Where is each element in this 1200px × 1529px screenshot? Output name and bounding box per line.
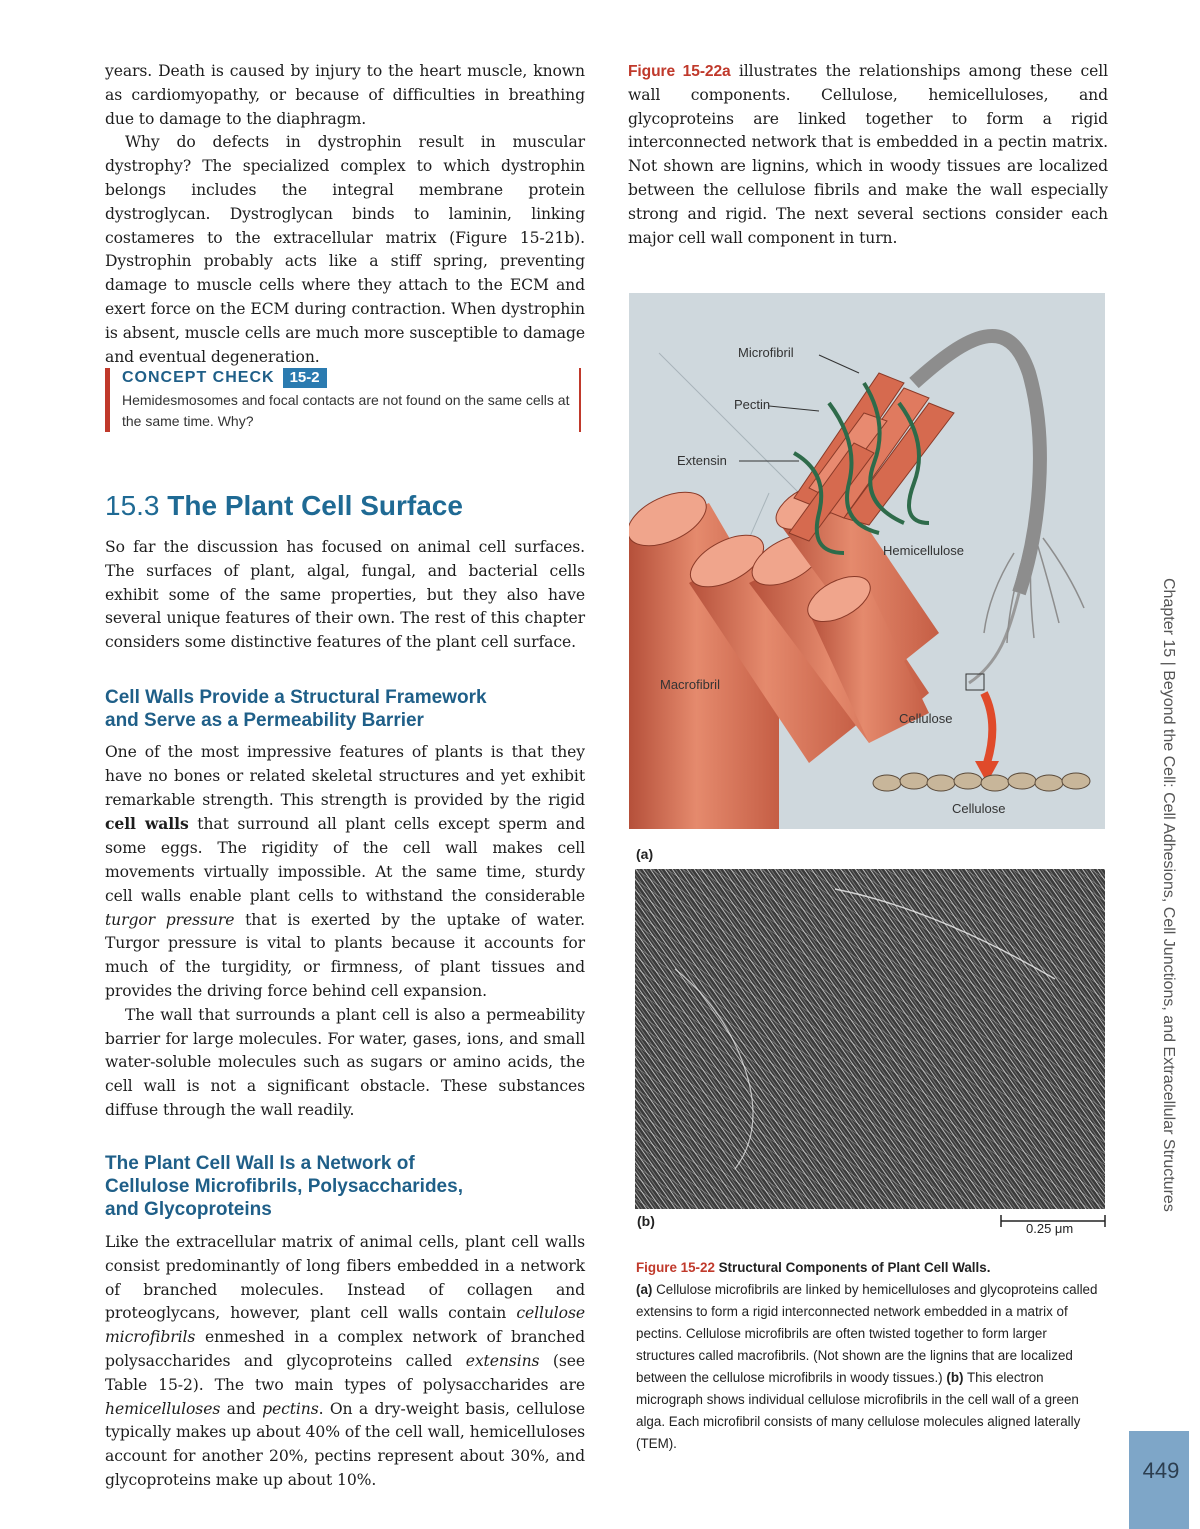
text-run: (see Table 15-2). The two main types of polysaccharides are xyxy=(105,1351,586,1394)
concept-check-title: CONCEPT CHECK xyxy=(122,369,275,386)
subhead-line: Cellulose Microfibrils, Polysaccharides, xyxy=(105,1176,463,1197)
left-column-top xyxy=(105,60,585,369)
subsection-1-heading xyxy=(105,686,585,732)
figure-panel-a xyxy=(629,293,1105,829)
cell-wall-diagram xyxy=(629,293,1105,829)
text-run: illustrates the relationships among these cell wall components. Cellulose, hemicelluloses, and glycoproteins are linked together to form a rigid interconnected network that is embedded in a pectin matrix. Not shown are lignins, which in woody tissues are localized between the cellulose fibrils and make the wall especially strong and rigid. The next several sections consider each major cell wall component in turn. xyxy=(628,62,1108,247)
zoom-arrow xyxy=(984,693,992,763)
subhead-line: Cell Walls Provide a Structural Framework xyxy=(105,687,487,708)
panel-label-a: (a) xyxy=(636,846,654,862)
label-cellulose-strand: Cellulose xyxy=(899,711,953,726)
caption-title: Structural Components of Plant Cell Walls. xyxy=(714,1260,991,1275)
text-run: that surround all plant cells except sperm and some eggs. The rigidity of the cell wall makes cell movements virtually impossible. At the same time, sturdy cell walls enable plant cells to withstand the considerable xyxy=(105,815,585,905)
caption-text: Cellulose microfibrils are linked by hemicelluloses and glycoproteins called extensins to form a rigid interconnected network embedded in a matrix of pectins. Cellulose microfibrils are often twisted together to form larger structures called macrofibrils. (Not shown are the lignins that are localized between the cellulose microfibrils in woody tissues.) xyxy=(636,1282,1098,1385)
text-run: . On a dry-weight basis, cellulose typically makes up about 40% of the cell wall, hemicelluloses account for another 20%, pectins represent about 30%, and glycoproteins make up about 10%. xyxy=(105,1399,585,1489)
text-run: and xyxy=(220,1399,263,1418)
key-term: turgor pressure xyxy=(105,910,235,929)
key-term: cellulose microfibrils xyxy=(105,1304,585,1347)
label-macrofibril: Macrofibril xyxy=(660,677,720,692)
figure-reference[interactable]: Figure 15-22a xyxy=(628,63,731,80)
page-number: 449 xyxy=(1142,1458,1180,1483)
figure-panel-b xyxy=(635,869,1105,1209)
microfibril-group xyxy=(789,373,954,553)
key-term: pectins xyxy=(262,1399,319,1418)
caption-number: Figure 15-22 xyxy=(636,1260,715,1275)
paragraph: Why do defects in dystrophin result in muscular dystrophy? The specialized complex to which dystrophin belongs includes the integral membrane protein dystroglycan. Dystroglycan binds to laminin, linking costameres to the extracellular matrix (Figure 15-21b). Dystrophin probably acts like a stiff spring, preventing damage to muscle cells where they attach to the ECM and exert force on the ECM during contraction. When dystrophin is absent, muscle cells are much more susceptible to damage and eventual degeneration. xyxy=(105,133,585,366)
section-number: 15.3 xyxy=(105,490,160,521)
paragraph xyxy=(105,1231,585,1493)
section-title-text: The Plant Cell Surface xyxy=(167,490,463,521)
paragraph: The wall that surrounds a plant cell is also a permeability barrier for large molecules. For water, gases, ions, and small water-soluble molecules such as sugars or amino acids, the cell wall is not a significant obstacle. These substances diffuse through the wall readily. xyxy=(105,1005,585,1119)
label-cellulose-chain: Cellulose xyxy=(952,801,1006,816)
paragraph xyxy=(105,741,585,1004)
concept-check-badge: 15-2 xyxy=(283,368,327,388)
caption-label-a: (a) xyxy=(636,1282,653,1297)
micrograph-texture-overlay xyxy=(635,869,1105,1209)
panel-label-b: (b) xyxy=(637,1213,655,1229)
subhead-line: and Glycoproteins xyxy=(105,1199,272,1220)
caption-label-b: (b) xyxy=(946,1370,964,1385)
label-pectin: Pectin xyxy=(734,397,771,412)
subhead-line: and Serve as a Permeability Barrier xyxy=(105,710,424,731)
label-microfibril: Microfibril xyxy=(738,345,794,360)
paragraph: years. Death is caused by injury to the heart muscle, known as cardiomyopathy, or because of difficulties in breathing due to damage to the diaphragm. xyxy=(105,62,585,128)
running-head: Chapter 15 | Beyond the Cell: Cell Adhesions, Cell Junctions, and Extracellular Structures xyxy=(1160,578,1177,1212)
caption-text: This electron micrograph shows individual cellulose microfibrils in the cell wall of a green alga. Each microfibril consists of many cellulose molecules aligned laterally (TEM). xyxy=(636,1370,1081,1451)
leader-line xyxy=(819,355,859,373)
label-hemicellulose: Hemicellulose xyxy=(883,543,964,558)
right-column-top xyxy=(628,60,1108,250)
cellulose-chain xyxy=(873,773,1090,791)
section-intro: So far the discussion has focused on animal cell surfaces. The surfaces of plant, algal, fungal, and bacterial cells exhibit some of the same properties, but they also have several unique features of their own. The rest of this chapter considers some distinctive features of the plant cell surface. xyxy=(105,538,585,652)
leader-line xyxy=(769,406,819,411)
section-title xyxy=(105,488,585,524)
text-run: that is exerted by the uptake of water. Turgor pressure is vital to plants because it accounts for much of the turgidity, or firmness, of plant tissues and provides the driving force behind cell expansion. xyxy=(105,910,585,1000)
concept-check-box xyxy=(105,368,581,432)
subhead-line: The Plant Cell Wall Is a Network of xyxy=(105,1153,415,1174)
key-term: hemicelluloses xyxy=(105,1399,221,1418)
subsection-2-body xyxy=(105,1231,585,1493)
key-term: cell walls xyxy=(105,814,189,834)
electron-micrograph xyxy=(635,869,1105,1209)
paragraph xyxy=(628,60,1108,250)
label-extensin: Extensin xyxy=(677,453,727,468)
subsection-1-body xyxy=(105,741,585,1123)
scale-label: 0.25 μm xyxy=(1026,1221,1074,1236)
subsection-2-heading xyxy=(105,1152,585,1221)
figure-caption xyxy=(636,1257,1108,1455)
key-term: extensins xyxy=(465,1351,540,1370)
concept-check-question: Hemidesmosomes and focal contacts are not found on the same cells at the same time. Why? xyxy=(122,392,570,429)
text-run: enmeshed in a complex network of branched polysaccharides and glycoproteins called xyxy=(105,1328,585,1370)
text-run: One of the most impressive features of plants is that they have no bones or related skeletal structures and yet exhibit remarkable strength. This strength is provided by the rigid xyxy=(105,743,585,809)
text-run: Like the extracellular matrix of animal cells, plant cell walls consist predominantly of long fibers embedded in a network of branched molecules. Instead of collagen and proteoglycans, however, plant cell walls contain xyxy=(105,1233,585,1323)
concept-check-heading xyxy=(122,368,579,388)
